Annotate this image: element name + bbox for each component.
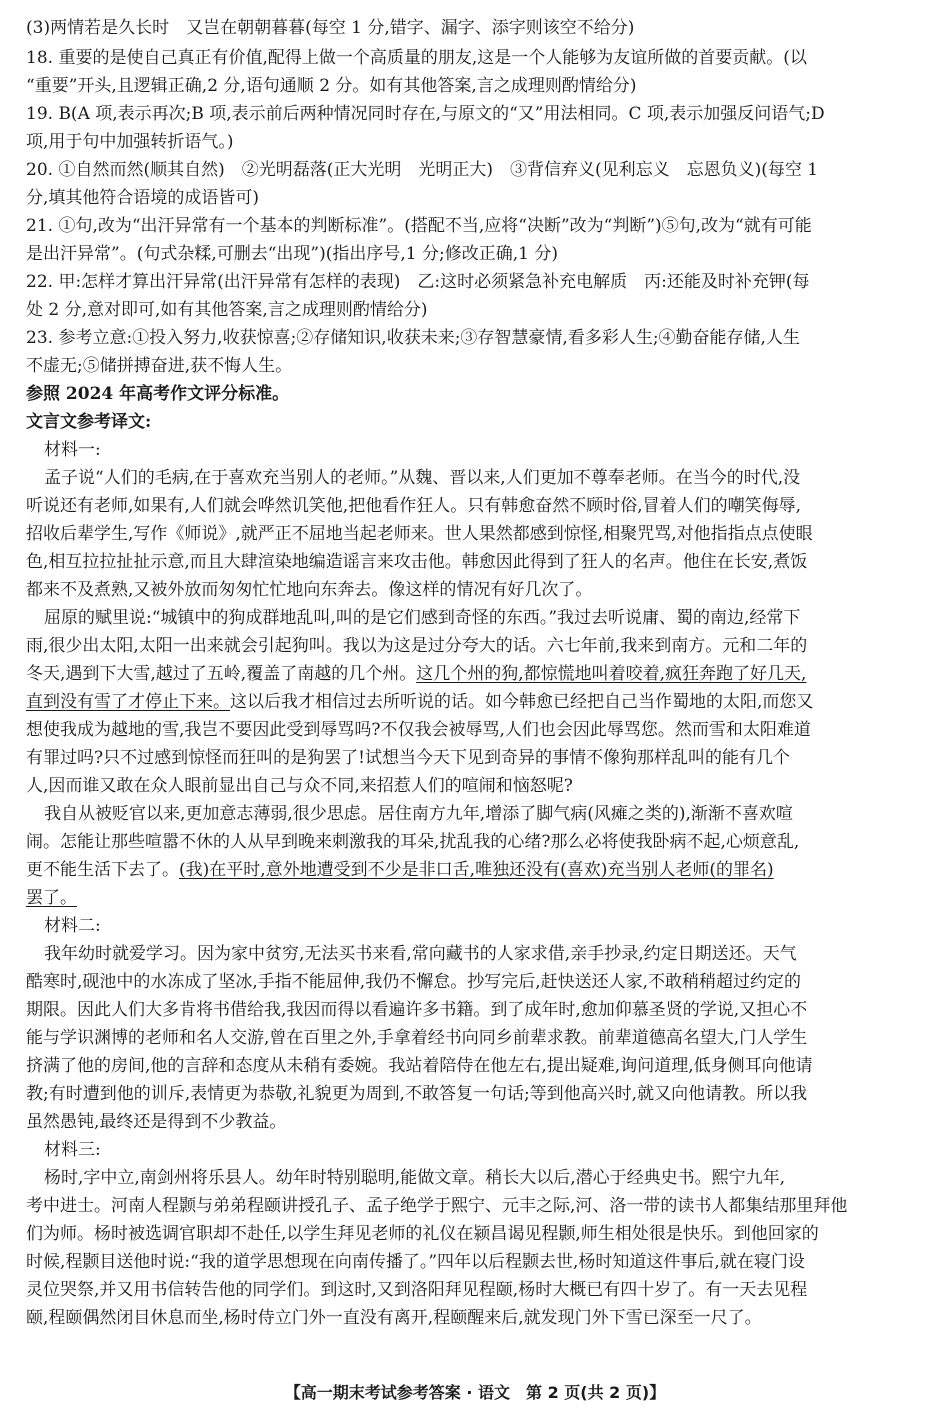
plain-text: 冬天,遇到下大雪,越过了五岭,覆盖了南越的几个州。 [26,664,417,684]
paragraph-line: 想使我成为越地的雪,我岂不要因此受到辱骂吗?不仅我会被辱骂,人们也会因此辱骂您。然而雪和太阳难道 [26,720,811,740]
material-3-heading: 材料三: [44,1140,101,1160]
paragraph-line: 招收后辈学生,写作《师说》,就严正不屈地当起老师来。世人果然都感到惊怪,相聚咒骂,对他指指点点使眼 [26,524,813,544]
paragraph-line: 色,相互拉拉扯扯示意,而且大肆渲染地编造谣言来攻击他。韩愈因此得到了狂人的名声。他住在长安,煮饭 [26,552,808,572]
paragraph-line [26,888,930,910]
paragraph-line: 我年幼时就爱学习。因为家中贫穷,无法买书来看,常向藏书的人家求借,亲手抄录,约定日期送还。天气 [44,944,797,964]
paragraph-line: 雨,很少出太阳,太阳一出来就会引起狗叫。我以为这是过分夸大的话。六七年前,我来到南方。元和二年的 [26,636,808,656]
paragraph-line: 都来不及煮熟,又被外放而匆匆忙忙地向东奔去。像这样的情况有好几次了。 [26,580,593,600]
paragraph-line: 虽然愚钝,最终还是得到不少教益。 [26,1112,287,1132]
paragraph-line-mixed [26,692,930,714]
answer-21-cont: 是出汗异常”。(句式杂糅,可删去“出现”)(指出序号,1 分;修改正确,1 分) [26,244,558,264]
answer-23-cont: 不虚无;⑤储拼搏奋进,获不悔人生。 [26,356,293,376]
paragraph-line: 期限。因此人们大多肯将书借给我,我因而得以看遍许多书籍。到了成年时,愈加仰慕圣贤的学说,又担心不 [26,1000,808,1020]
paragraph-line: 颐,程颐偶然闭目休息而坐,杨时侍立门外一直没有离开,程颐醒来后,就发现门外下雪已深至一尺了。 [26,1308,762,1328]
paragraph-line: 时候,程颢目送他时说:“我的道学思想现在向南传播了。”四年以后程颢去世,杨时知道这件事后,就在寝门设 [26,1252,805,1272]
material-2-heading: 材料二: [44,916,101,936]
paragraph-line-mixed [26,860,930,882]
answer-19-cont: 项,用于句中加强转折语气。) [26,132,234,152]
paragraph-line-mixed [26,664,930,686]
material-1-heading: 材料一: [44,440,101,460]
paragraph-line: 我自从被贬官以来,更加意志薄弱,很少思虑。居住南方九年,增添了脚气病(风瘫之类的),渐渐不喜欢喧 [44,804,793,824]
answer-23: 23. 参考立意:①投入努力,收获惊喜;②存储知识,收获未来;③存智慧豪情,看多彩人生;④勤奋能存储,人生 [26,328,800,348]
paragraph-line: 考中进士。河南人程颢与弟弟程颐讲授孔子、孟子绝学于熙宁、元丰之际,河、洛一带的读书人都集结那里拜他 [26,1196,848,1216]
paragraph-line: 酷寒时,砚池中的水冻成了坚冰,手指不能屈伸,我仍不懈怠。抄写完后,赶快送还人家,不敢稍稍超过约定的 [26,972,802,992]
page-footer: 【高一期末考试参考答案 · 语文 第 2 页(共 2 页)】 [284,1383,666,1402]
paragraph-line: 挤满了他的房间,他的言辞和态度从未稍有委婉。我站着陪侍在他左右,提出疑难,询问道理,低身侧耳向他请 [26,1056,813,1076]
paragraph-line: 能与学识渊博的老师和名人交游,曾在百里之外,手拿着经书向同乡前辈求教。前辈道德高名望大,门人学生 [26,1028,808,1048]
paragraph-line: 杨时,字中立,南剑州将乐县人。幼年时特别聪明,能做文章。稍长大以后,潜心于经典史书。熙宁九年, [44,1168,786,1188]
answer-17-3: (3)两情若是久长时 又岂在朝朝暮暮(每空 1 分,错字、漏字、添字则该空不给分) [26,18,635,38]
paragraph-line: 听说还有老师,如果有,人们就会哗然讥笑他,把他看作狂人。只有韩愈奋然不顾时俗,冒着人们的嘲笑侮辱, [26,496,802,516]
answer-21: 21. ①句,改为“出汗异常有一个基本的判断标准”。(搭配不当,应将“决断”改为“判断”)⑤句,改为“就有可能 [26,216,812,236]
answer-20: 20. ①自然而然(顺其自然) ②光明磊落(正大光明 光明正大) ③背信弃义(见利忘义 忘恩负义)(每空 1 [26,160,819,180]
paragraph-line: 孟子说“人们的毛病,在于喜欢充当别人的老师。”从魏、晋以来,人们更加不尊奉老师。在当今的时代,没 [44,468,801,488]
answer-20-cont: 分,填其他符合语境的成语皆可) [26,188,260,208]
paragraph-line: 们为师。杨时被选调官职却不赴任,以学生拜见老师的礼仪在颍昌谒见程颢,师生相处很是快乐。到他回家的 [26,1224,819,1244]
paragraph-line: 人,因而谁又敢在众人眼前显出自己与众不同,来招惹人们的喧闹和恼怒呢? [26,776,573,796]
answer-22-cont: 处 2 分,意对即可,如有其他答案,言之成理则酌情给分) [26,300,428,320]
plain-text: 这以后我才相信过去所听说的话。如今韩愈已经把自己当作蜀地的太阳,而您又 [230,692,814,712]
paragraph-line: 闹。怎能让那些喧嚣不休的人从早到晚来刺激我的耳朵,扰乱我的心绪?那么必将使我卧病不起,心烦意乱, [26,832,800,852]
answer-22: 22. 甲:怎样才算出汗异常(出汗异常有怎样的表现) 乙:这时必须紧急补充电解质 丙:还能及时补充钾(每 [26,272,810,292]
paragraph-line: 教;有时遭到他的训斥,表情更为恭敬,礼貌更为周到,不敢答复一句话;等到他高兴时,就又向他请教。所以我 [26,1084,808,1104]
underlined-sentence: (我)在平时,意外地遭受到不少是非口舌,唯独还没有(喜欢)充当别人老师(的罪名) [179,860,774,880]
answer-18-note: “重要”开头,且逻辑正确,2 分,语句通顺 2 分。如有其他答案,言之成理则酌情给分) [26,76,637,96]
paragraph-line: 屈原的赋里说:“城镇中的狗成群地乱叫,叫的是它们感到奇怪的东西。”我过去听说庸、蜀的南边,经常下 [44,608,801,628]
underlined-sentence: 这几个州的狗,都惊慌地叫着咬着,疯狂奔跑了好几天, [416,664,807,684]
essay-grading-note: 参照 2024 年高考作文评分标准。 [26,384,290,404]
translation-heading: 文言文参考译文: [26,412,152,432]
plain-text: 更不能生活下去了。 [26,860,179,880]
answer-19: 19. B(A 项,表示再次;B 项,表示前后两种情况同时存在,与原文的“又”用法相同。C 项,表示加强反问语气;D [26,104,825,124]
underlined-sentence-end: 罢了。 [26,888,77,908]
answer-18: 18. 重要的是使自己真正有价值,配得上做一个高质量的朋友,这是一个人能够为友谊所做的首要贡献。(以 [26,48,807,68]
paragraph-line: 灵位哭祭,并又用书信转告他的同学们。到这时,又到洛阳拜见程颐,杨时大概已有四十岁了。有一天去见程 [26,1280,808,1300]
paragraph-line: 有罪过吗?只不过感到惊怪而狂叫的是狗罢了!试想当今天下见到奇异的事情不像狗那样乱叫的能有几个 [26,748,790,768]
underlined-sentence-end: 直到没有雪了才停止下来。 [26,692,230,712]
